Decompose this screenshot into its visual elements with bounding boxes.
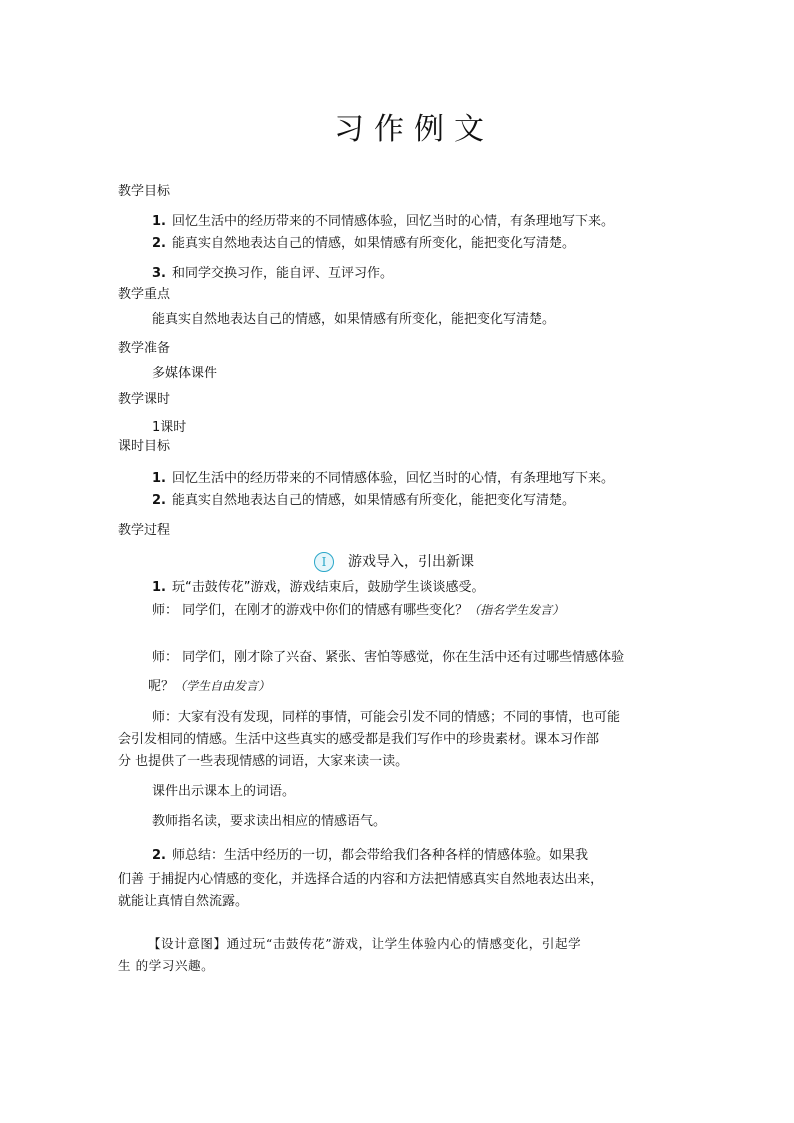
process-heading: 教学过程 <box>118 523 171 538</box>
goal-number: 1. <box>152 214 166 229</box>
goal-item-2 <box>152 235 575 253</box>
hours-heading: 教学课时 <box>118 392 171 407</box>
goal-item-1 <box>152 213 614 231</box>
lesson-goal-text: 回忆生活中的经历带来的不同情感体验，回忆当时的心情，有条理地写下来。 <box>171 471 614 486</box>
step-2-line-1 <box>152 847 588 865</box>
goals-heading: 教学目标 <box>118 184 171 199</box>
lesson-goal-number: 2. <box>152 493 166 508</box>
paragraph-3-line-1: 师：大家有没有发现，同样的事情，可能会引发不同的情感；不同的事情，也可能 <box>152 710 621 725</box>
goal-number: 2. <box>152 236 166 251</box>
step-2-line-2: 们善 于捕捉内心情感的变化，并选择合适的内容和方法把情感真实自然地表达出来， <box>118 872 604 887</box>
step-text: 玩“击鼓传花”游戏，游戏结束后，鼓励学生谈谈感受。 <box>171 580 485 595</box>
key-point-heading: 教学重点 <box>118 287 171 302</box>
page-title: 习作例文 <box>334 112 494 147</box>
paragraph-3-line-3: 分 也提供了一些表现情感的词语，大家来读一读。 <box>118 754 409 769</box>
step-2-line-3: 就能让真情自然流露。 <box>118 894 249 909</box>
step-1 <box>152 579 484 597</box>
question-text: 师： 同学们，在刚才的游戏中你们的情感有哪些变化？ <box>152 603 469 618</box>
paragraph-3-line-2: 会引发相同的情感。生活中这些真实的感受都是我们写作中的珍贵素材。课本习作部 <box>118 732 600 747</box>
key-point-text: 能真实自然地表达自己的情感，如果情感有所变化，能把变化写清楚。 <box>152 312 556 327</box>
goal-item-3 <box>152 265 393 283</box>
question-hint: （学生自由发言） <box>174 679 271 693</box>
goal-text: 能真实自然地表达自己的情感，如果情感有所变化，能把变化写清楚。 <box>171 236 575 251</box>
step-text: 师总结：生活中经历的一切，都会带给我们各种各样的情感体验。如果我 <box>171 848 588 863</box>
step-number: 2. <box>152 848 166 863</box>
design-intent-line-2: 生 的学习兴趣。 <box>118 958 215 973</box>
lesson-goal-item-1 <box>152 470 614 488</box>
goal-text: 和同学交换习作，能自评、互评习作。 <box>171 266 393 281</box>
lesson-goals-heading: 课时目标 <box>118 439 171 454</box>
step-number: 1. <box>152 580 166 595</box>
prep-text: 多媒体课件 <box>152 366 218 381</box>
prep-heading: 教学准备 <box>118 341 171 356</box>
goal-number: 3. <box>152 266 166 281</box>
paragraph-4: 课件出示课本上的词语。 <box>152 784 296 799</box>
hours-text: 1课时 <box>152 420 187 435</box>
design-intent-line-1: 【设计意图】通过玩“击鼓传花”游戏，让学生体验内心的情感变化，引起学 <box>148 936 582 951</box>
lesson-goal-number: 1. <box>152 471 166 486</box>
teacher-question-2-line-2 <box>148 677 270 696</box>
lesson-goal-item-2 <box>152 492 575 510</box>
question-hint: （指名学生发言） <box>468 603 565 617</box>
paragraph-5: 教师指名读，要求读出相应的情感语气。 <box>152 814 387 829</box>
section-number-badge: I <box>314 552 334 572</box>
question-text: 呢？ <box>148 679 175 694</box>
lesson-goal-text: 能真实自然地表达自己的情感，如果情感有所变化，能把变化写清楚。 <box>171 493 575 508</box>
teacher-question-2-line-1: 师： 同学们，刚才除了兴奋、紧张、害怕等感觉，你在生活中还有过哪些情感体验 <box>152 650 625 665</box>
section-title: 游戏导入，引出新课 <box>348 554 474 570</box>
goal-text: 回忆生活中的经历带来的不同情感体验，回忆当时的心情，有条理地写下来。 <box>171 214 614 229</box>
teacher-question-1 <box>152 601 564 620</box>
